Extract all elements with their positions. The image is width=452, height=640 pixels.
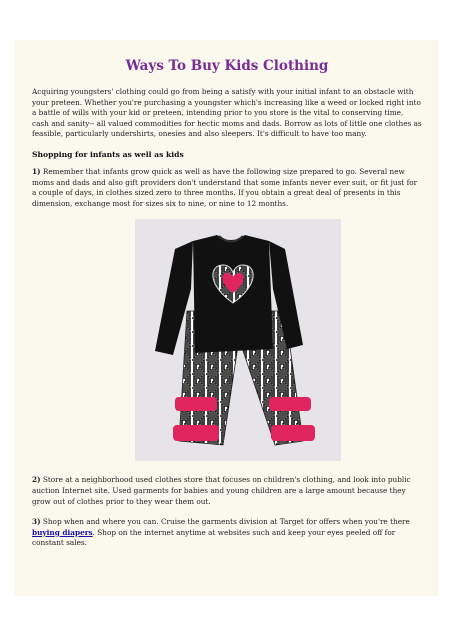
item-number: 1) <box>32 166 41 176</box>
page-title: Ways To Buy Kids Clothing <box>125 58 329 74</box>
product-photo <box>135 219 341 461</box>
item-number: 3) <box>32 517 41 527</box>
item-text-before: Shop when and where you can. Cruise the garments division at Target for offers when you're there <box>42 517 410 527</box>
kids-outfit-illustration <box>135 219 341 461</box>
list-item-3 <box>32 517 422 549</box>
ruffle-right-top <box>269 397 311 411</box>
list-item-1 <box>32 167 422 209</box>
ruffle-left-top <box>175 397 217 411</box>
item-text-after: . Shop on the internet anytime at websites such and keep your eyes peeled off for constant sales. <box>32 527 396 548</box>
section-heading: Shopping for infants as well as kids <box>32 149 184 159</box>
ruffle-right-bottom <box>271 425 315 441</box>
buying-diapers-link[interactable]: buying diapers <box>32 527 93 537</box>
list-item-2 <box>32 475 422 507</box>
item-text: Store at a neighborhood used clothes store that focuses on children's clothing, and look into public auction Internet site. Used garments for babies and young children are a large amount because they grow out of clothes prior to they wear them out. <box>32 475 411 506</box>
item-number: 2) <box>32 475 41 485</box>
item-text: Remember that infants grow quick as well as have the following size prepared to go. Several new moms and dads and also gift providers don't understand that some infants never ever suit, or fit just for a couple of days, in clothes sized zero to three months. If you obtain a great deal of presents in this dimension, exchange most for sizes six to nine, or nine to 12 months. <box>32 166 418 208</box>
document-page <box>14 40 438 596</box>
ruffle-left-bottom <box>173 425 219 441</box>
intro-paragraph: Acquiring youngsters' clothing could go from being a satisfy with your initial infant to an obstacle with your preteen. Whether you're purchasing a youngster which's increasing like a weed or locked right into a battle of wills with your kid or preteen, intending prior to you store is the vital to conserving time, cash and sanity-- all valued commodities for hectic moms and dads. Borrow as lots of little one clothes as feasible, particularly undershirts, onesies and also sleepers. It's difficult to have too many. <box>32 87 422 139</box>
